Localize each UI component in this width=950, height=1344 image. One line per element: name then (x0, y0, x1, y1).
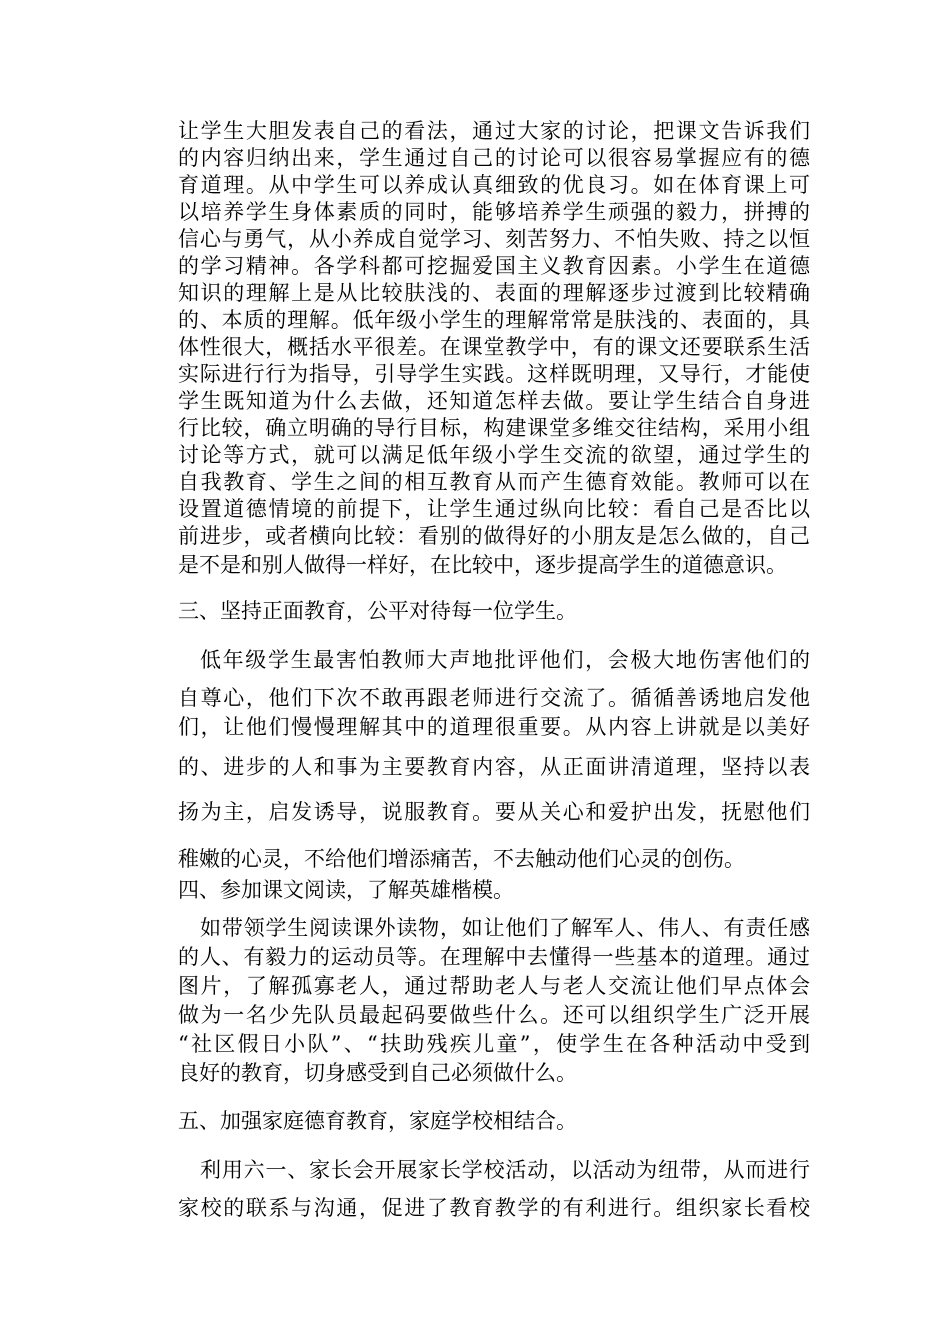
paragraph-line: 家校的联系与沟通，促进了教育教学的有利进行。组织家长看校 (178, 1196, 810, 1220)
paragraph-line: “社区假日小队”、“扶助残疾儿童”，使学生在各种活动中受到 (178, 1032, 810, 1056)
paragraph-line: 的学习精神。各学科都可挖掘爱国主义教育因素。小学生在道德 (178, 254, 810, 278)
paragraph-line: 利用六一、家长会开展家长学校活动，以活动为纽带，从而进行 (200, 1158, 810, 1182)
paragraph-line: 育道理。从中学生可以养成认真细致的优良习。如在体育课上可 (178, 173, 810, 197)
paragraph-line: 是不是和别人做得一样好，在比较中，逐步提高学生的道德意识。 (178, 553, 787, 577)
paragraph-line: 如带领学生阅读课外读物，如让他们了解军人、伟人、有责任感 (200, 916, 810, 940)
paragraph-line: 以培养学生身体素质的同时，能够培养学生顽强的毅力，拼搏的 (178, 200, 810, 224)
paragraph-line: 的人、有毅力的运动员等。在理解中去懂得一些基本的道理。通过 (178, 945, 810, 969)
paragraph-line: 行比较，确立明确的导行目标，构建课堂多维交往结构，采用小组 (178, 416, 810, 440)
paragraph-line: 扬为主，启发诱导，说服教育。要从关心和爱护出发，抚慰他们 (178, 800, 810, 824)
paragraph-line: 自尊心，他们下次不敢再跟老师进行交流了。循循善诱地启发他 (178, 686, 810, 710)
section-heading-3: 三、坚持正面教育，公平对待每一位学生。 (178, 599, 577, 623)
section-heading-5: 五、加强家庭德育教育，家庭学校相结合。 (178, 1109, 577, 1133)
paragraph-line: 的内容归纳出来，学生通过自己的讨论可以很容易掌握应有的德 (178, 146, 810, 170)
section-heading-4: 四、参加课文阅读，了解英雄楷模。 (178, 878, 514, 902)
paragraph-line: 图片，了解孤寡老人，通过帮助老人与老人交流让他们早点体会 (178, 974, 810, 998)
paragraph-line: 低年级学生最害怕教师大声地批评他们，会极大地伤害他们的 (200, 648, 810, 672)
paragraph-line: 知识的理解上是从比较肤浅的、表面的理解逐步过渡到比较精确 (178, 281, 810, 305)
paragraph-line: 体性很大，概括水平很差。在课堂教学中，有的课文还要联系生活 (178, 335, 810, 359)
paragraph-line: 稚嫩的心灵，不给他们增添痛苦，不去触动他们心灵的创伤。 (178, 847, 745, 871)
paragraph-line: 让学生大胆发表自己的看法，通过大家的讨论，把课文告诉我们 (178, 119, 810, 143)
paragraph-line: 的、本质的理解。低年级小学生的理解常常是肤浅的、表面的，具 (178, 308, 810, 332)
paragraph-line: 们，让他们慢慢理解其中的道理很重要。从内容上讲就是以美好 (178, 715, 810, 739)
paragraph-line: 良好的教育，切身感受到自己必须做什么。 (178, 1061, 577, 1085)
paragraph-line: 做为一名少先队员最起码要做些什么。还可以组织学生广泛开展 (178, 1003, 810, 1027)
paragraph-line: 讨论等方式，就可以满足低年级小学生交流的欲望，通过学生的 (178, 443, 810, 467)
paragraph-line: 设置道德情境的前提下，让学生通过纵向比较：看自己是否比以 (178, 497, 810, 521)
paragraph-line: 信心与勇气，从小养成自觉学习、刻苦努力、不怕失败、持之以恒 (178, 227, 810, 251)
paragraph-line: 自我教育、学生之间的相互教育从而产生德育效能。教师可以在 (178, 470, 810, 494)
paragraph-line: 实际进行行为指导，引导学生实践。这样既明理，又导行，才能使 (178, 362, 810, 386)
paragraph-line: 前进步，或者横向比较：看别的做得好的小朋友是怎么做的，自己 (178, 524, 810, 548)
paragraph-line: 学生既知道为什么去做，还知道怎样去做。要让学生结合自身进 (178, 389, 810, 413)
paragraph-line: 的、进步的人和事为主要教育内容，从正面讲清道理，坚持以表 (178, 755, 810, 779)
